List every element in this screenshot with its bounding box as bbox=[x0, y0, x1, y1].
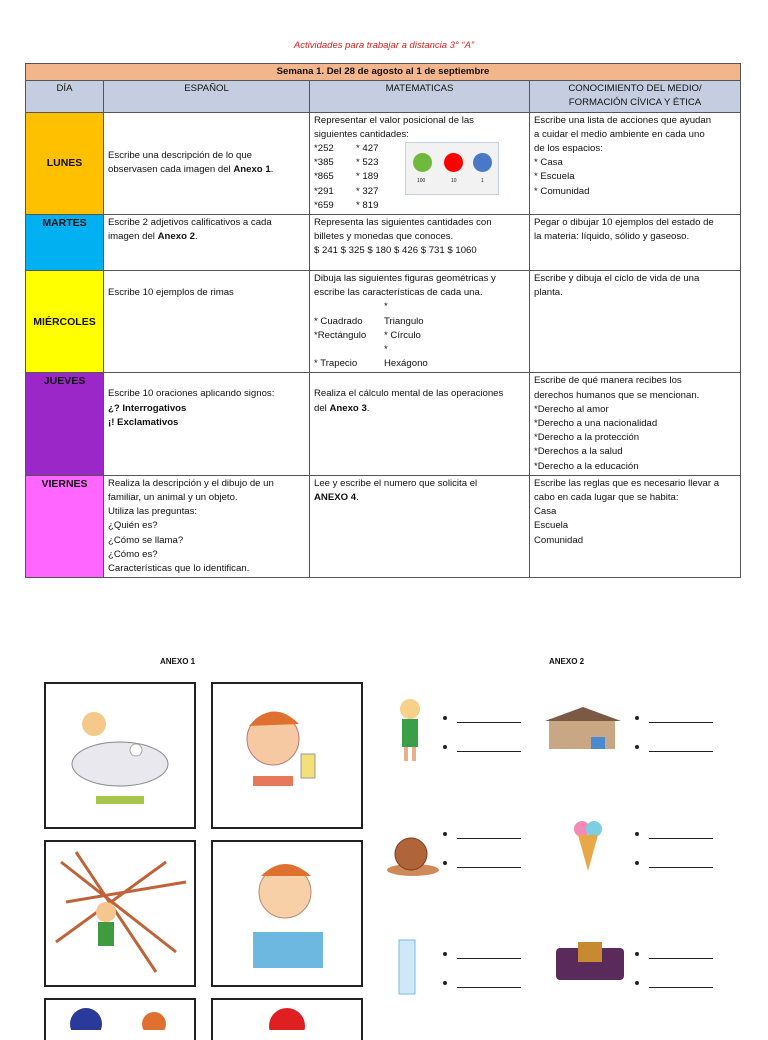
bullet bbox=[443, 861, 447, 865]
bullet bbox=[443, 716, 447, 720]
bullet bbox=[635, 861, 639, 865]
ball-icon bbox=[46, 1000, 194, 1030]
snail-icon bbox=[385, 830, 441, 878]
lunes-conocimiento: Escribe una lista de acciones que ayudan a cuidar el medio ambiente en cada uno de los espacios: * Casa * Escuela * Comunidad bbox=[530, 112, 741, 214]
blank-line bbox=[457, 867, 521, 868]
bullet bbox=[635, 981, 639, 985]
day-miercoles: MIÉRCOLES bbox=[26, 271, 104, 373]
anexo1-image-bath bbox=[44, 682, 196, 829]
viernes-matematicas: Lee y escribe el numero que solicita el ANEXO 4. bbox=[310, 475, 530, 577]
lunes-matematicas: Representar el valor posicional de las siguientes cantidades: *252 * 427 *385 * 523 *865 * 189 *291 * 327 *659 * 819 bbox=[310, 112, 530, 214]
blank-line bbox=[649, 751, 713, 752]
bullet bbox=[635, 952, 639, 956]
day-lunes: LUNES bbox=[26, 112, 104, 214]
blank-line bbox=[649, 838, 713, 839]
anexo-1-label: ANEXO 1 bbox=[160, 657, 196, 666]
circle-label-10: 10 bbox=[451, 178, 457, 184]
anexo1-image-6 bbox=[211, 998, 363, 1040]
bullet bbox=[443, 952, 447, 956]
child-in-bathtub-icon bbox=[46, 684, 194, 827]
miercoles-matematicas: Dibuja las siguientes figuras geométricas y escribe las características de cada una. * Cuadrado* Triangulo *Rectángulo * Círculo * Trapecio* Hexágono bbox=[310, 271, 530, 373]
bullet bbox=[635, 716, 639, 720]
sofa-icon bbox=[552, 940, 628, 984]
day-martes: MARTES bbox=[26, 215, 104, 271]
jueves-matematicas: Realiza el cálculo mental de las operaciones del Anexo 3. bbox=[310, 373, 530, 475]
blank-line bbox=[457, 958, 521, 959]
row-jueves bbox=[26, 373, 741, 475]
boy-drinking-icon bbox=[213, 684, 361, 827]
martes-matematicas: Representa las siguientes cantidades con billetes y monedas que conoces. $ 241 $ 325 $ 180 $ 426 $ 731 $ 1060 bbox=[310, 215, 530, 271]
col-header-conocimiento: CONOCIMIENTO DEL MEDIO/ FORMACIÓN CÍVICA Y ÉTICA bbox=[530, 81, 741, 112]
col-header-dia: DÍA bbox=[26, 81, 104, 112]
row-viernes bbox=[26, 475, 741, 577]
anexo1-image-writing bbox=[211, 840, 363, 987]
viernes-espanol: Realiza la descripción y el dibujo de un familiar, un animal y un objeto. Utiliza las preguntas: ¿Quién es? ¿Cómo se llama? ¿Cómo es? Características que lo identifican. bbox=[104, 475, 310, 577]
bullet bbox=[443, 745, 447, 749]
green-circle-icon bbox=[413, 153, 432, 172]
red-circle-icon bbox=[444, 153, 463, 172]
col-header-matematicas: MATEMATICAS bbox=[310, 81, 530, 112]
red-object-icon bbox=[213, 1000, 361, 1030]
bullet bbox=[443, 832, 447, 836]
boy-writing-icon bbox=[213, 842, 361, 985]
schedule-table bbox=[25, 63, 741, 578]
ice-cream-icon bbox=[568, 815, 608, 875]
row-lunes bbox=[26, 112, 741, 214]
blank-line bbox=[649, 867, 713, 868]
jueves-espanol: Escribe 10 oraciones aplicando signos: ¿? Interrogativos ¡! Exclamativos bbox=[104, 373, 310, 475]
blank-line bbox=[649, 987, 713, 988]
blank-line bbox=[457, 751, 521, 752]
miercoles-espanol: Escribe 10 ejemplos de rimas bbox=[104, 271, 310, 373]
girl-icon bbox=[390, 695, 430, 765]
jueves-conocimiento: Escribe de qué manera recibes los derechos humanos que se mencionan. *Derecho al amor *Derecho a una nacionalidad *Derecho a la protección *Derechos a la salud *Derecho a la educación bbox=[530, 373, 741, 475]
bullet bbox=[443, 981, 447, 985]
blank-line bbox=[649, 958, 713, 959]
glass-icon bbox=[397, 938, 417, 996]
boy-climbing-net-icon bbox=[46, 842, 194, 985]
circle-label-1: 1 bbox=[481, 178, 484, 184]
row-martes bbox=[26, 215, 741, 271]
blank-line bbox=[457, 987, 521, 988]
martes-espanol: Escribe 2 adjetivos calificativos a cada imagen del Anexo 2. bbox=[104, 215, 310, 271]
blank-line bbox=[649, 722, 713, 723]
viernes-conocimiento: Escribe las reglas que es necesario llevar a cabo en cada lugar que se habita: Casa Escuela Comunidad bbox=[530, 475, 741, 577]
house-icon bbox=[545, 705, 621, 753]
page-title: Actividades para trabajar a distancia 3° “A” bbox=[293, 40, 475, 51]
anexo1-image-5 bbox=[44, 998, 196, 1040]
col-header-espanol: ESPAÑOL bbox=[104, 81, 310, 112]
week-header: Semana 1. Del 28 de agosto al 1 de septiembre bbox=[26, 64, 741, 81]
miercoles-conocimiento: Escribe y dibuja el ciclo de vida de una planta. bbox=[530, 271, 741, 373]
day-jueves: JUEVES bbox=[26, 373, 104, 475]
place-value-circles bbox=[405, 142, 499, 195]
martes-conocimiento: Pegar o dibujar 10 ejemplos del estado de la materia: líquido, sólido y gaseoso. bbox=[530, 215, 741, 271]
bullet bbox=[635, 745, 639, 749]
blank-line bbox=[457, 838, 521, 839]
anexo1-image-drinking bbox=[211, 682, 363, 829]
day-viernes: VIERNES bbox=[26, 475, 104, 577]
anexo-2-label: ANEXO 2 bbox=[549, 657, 585, 666]
row-miercoles bbox=[26, 271, 741, 373]
blue-circle-icon bbox=[473, 153, 492, 172]
circle-label-100: 100 bbox=[417, 178, 426, 184]
bullet bbox=[635, 832, 639, 836]
blank-line bbox=[457, 722, 521, 723]
lunes-espanol: Escribe una descripción de lo que observasen cada imagen del Anexo 1. bbox=[104, 112, 310, 214]
anexo1-image-climbing bbox=[44, 840, 196, 987]
